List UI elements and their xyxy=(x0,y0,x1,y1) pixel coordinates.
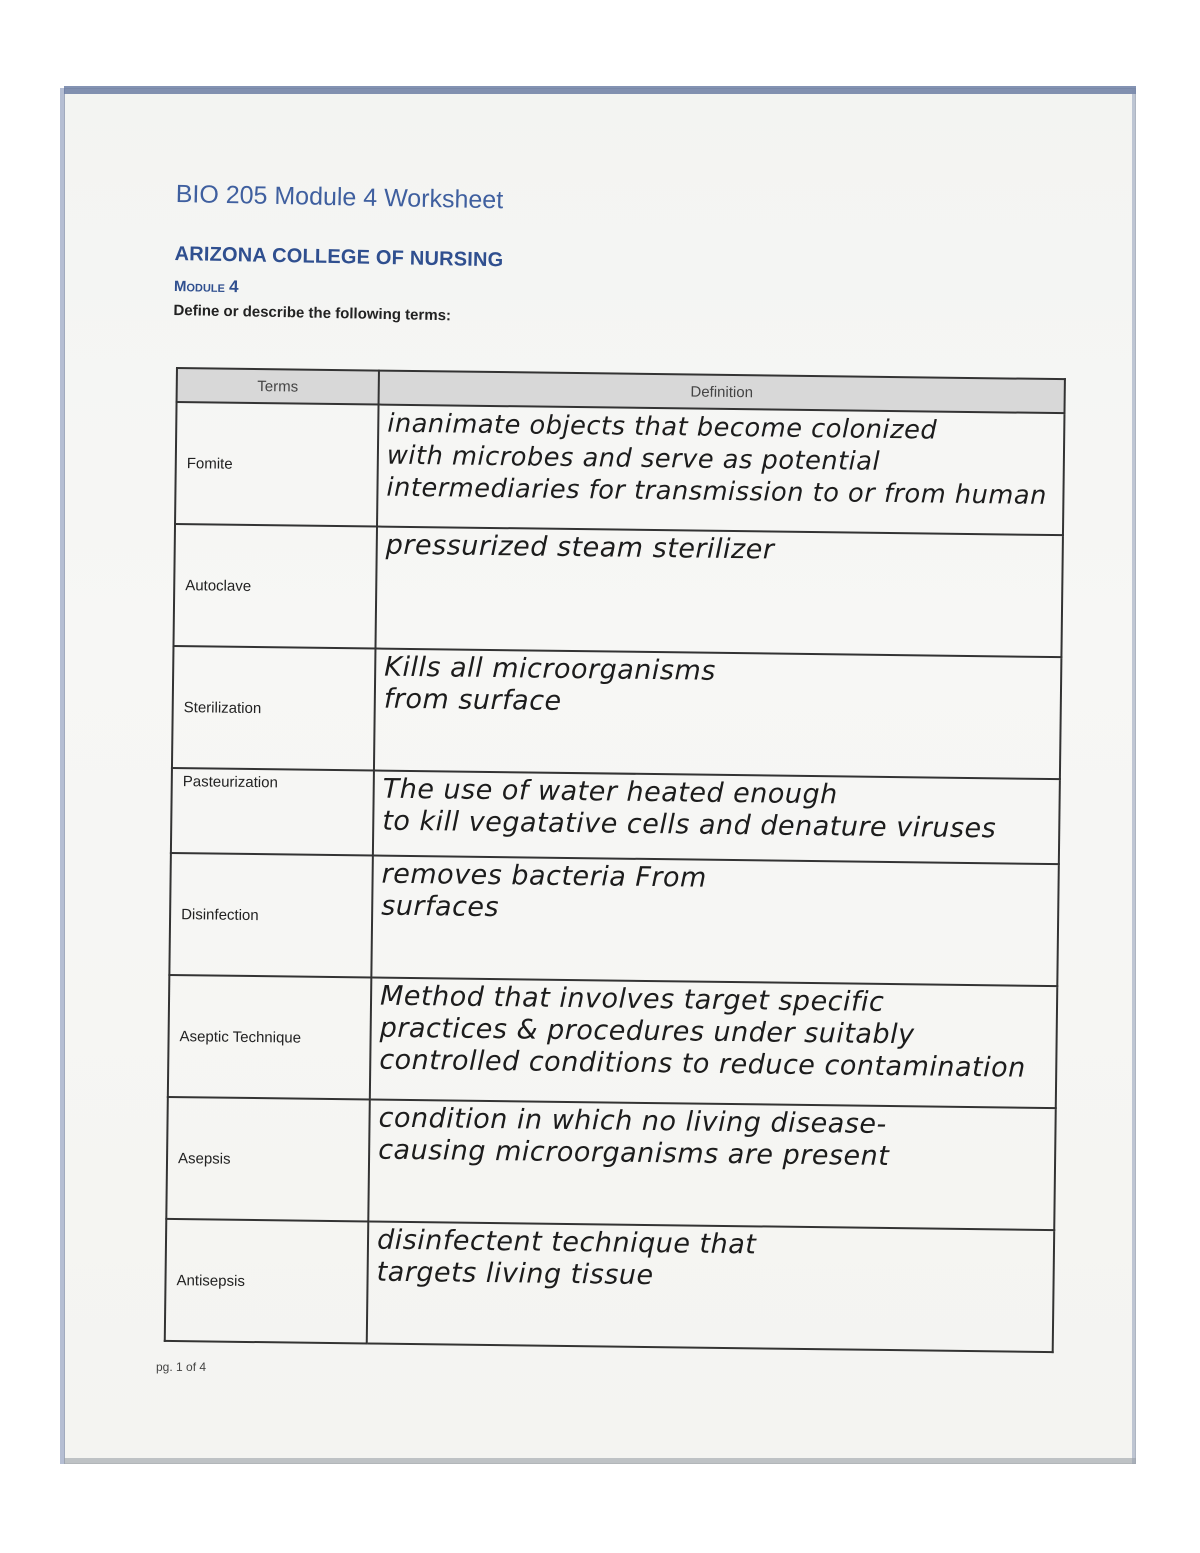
handwritten-answer xyxy=(386,408,1048,512)
handwritten-line: practices & procedures under suitably xyxy=(379,1012,915,1051)
handwritten-line: with microbes and serve as potential xyxy=(386,440,881,477)
table-row xyxy=(166,1097,1055,1230)
table-row xyxy=(165,1219,1054,1352)
handwritten-answer xyxy=(376,1225,756,1294)
worksheet-header xyxy=(173,180,505,325)
table-row xyxy=(175,402,1064,535)
definition-cell xyxy=(368,1099,1055,1230)
document-title: BIO 205 Module 4 Worksheet xyxy=(175,180,504,215)
page-number: pg. 1 of 4 xyxy=(156,1360,207,1374)
handwritten-line: The use of water heated enough xyxy=(382,773,838,811)
term-cell: Antisepsis xyxy=(165,1219,369,1344)
module-word: Module xyxy=(173,277,226,296)
table-row xyxy=(171,768,1060,864)
handwritten-line: condition in which no living disease- xyxy=(378,1102,887,1140)
term-cell: Aseptic Technique xyxy=(168,975,372,1100)
handwritten-line: Kills all microorganisms xyxy=(384,651,717,687)
handwritten-line: causing microorganisms are present xyxy=(377,1134,890,1173)
handwritten-answer xyxy=(378,1103,890,1173)
term-cell: Sterilization xyxy=(172,646,376,771)
handwritten-line: disinfectent technique that xyxy=(376,1224,757,1261)
handwritten-line: controlled conditions to reduce contamination xyxy=(379,1044,1026,1084)
definition-cell xyxy=(375,527,1062,658)
module-label xyxy=(174,276,503,302)
handwritten-answer xyxy=(386,530,775,567)
handwritten-answer xyxy=(384,652,716,720)
handwritten-line: pressurized steam sterilizer xyxy=(385,529,775,566)
handwritten-line: Method that involves target specific xyxy=(379,980,885,1018)
terms-table xyxy=(164,367,1066,1353)
handwritten-answer xyxy=(382,774,997,846)
term-cell: Fomite xyxy=(175,402,379,527)
page-edge-bottom xyxy=(64,1458,1136,1464)
terms-table-wrap xyxy=(164,367,1066,1353)
handwritten-line: intermediaries for transmission to or from human xyxy=(386,472,1048,511)
terms-column-header: Terms xyxy=(177,368,379,405)
definition-cell xyxy=(371,856,1058,987)
handwritten-line: removes bacteria From xyxy=(381,858,708,894)
definition-cell xyxy=(374,649,1061,780)
definition-column-header: Definition xyxy=(379,371,1065,414)
module-number: 4 xyxy=(228,277,239,297)
handwritten-line: targets living tissue xyxy=(376,1256,654,1292)
definition-cell xyxy=(373,771,1060,865)
table-row xyxy=(172,646,1061,779)
organization-name: ARIZONA COLLEGE OF NURSING xyxy=(174,242,504,272)
term-cell: Asepsis xyxy=(166,1097,370,1222)
handwritten-line: inanimate objects that become colonized xyxy=(387,408,938,446)
page-edge-right xyxy=(1132,88,1136,1464)
page-edge-left xyxy=(60,88,65,1464)
handwritten-line: surfaces xyxy=(381,890,500,924)
handwritten-line: to kill vegatative cells and denature viruses xyxy=(382,805,997,845)
table-row xyxy=(173,524,1062,657)
handwritten-line: from surface xyxy=(383,683,562,717)
handwritten-answer xyxy=(381,859,707,927)
term-cell: Pasteurization xyxy=(171,768,374,856)
table-row xyxy=(168,975,1057,1108)
table-row xyxy=(169,853,1058,986)
page-edge-top xyxy=(64,86,1136,94)
definition-cell xyxy=(367,1221,1054,1352)
definition-cell xyxy=(370,978,1057,1109)
term-cell: Autoclave xyxy=(173,524,377,649)
definition-cell xyxy=(377,405,1064,536)
handwritten-answer xyxy=(379,981,1027,1085)
term-cell: Disinfection xyxy=(169,853,373,978)
instructions: Define or describe the following terms: xyxy=(173,301,452,325)
